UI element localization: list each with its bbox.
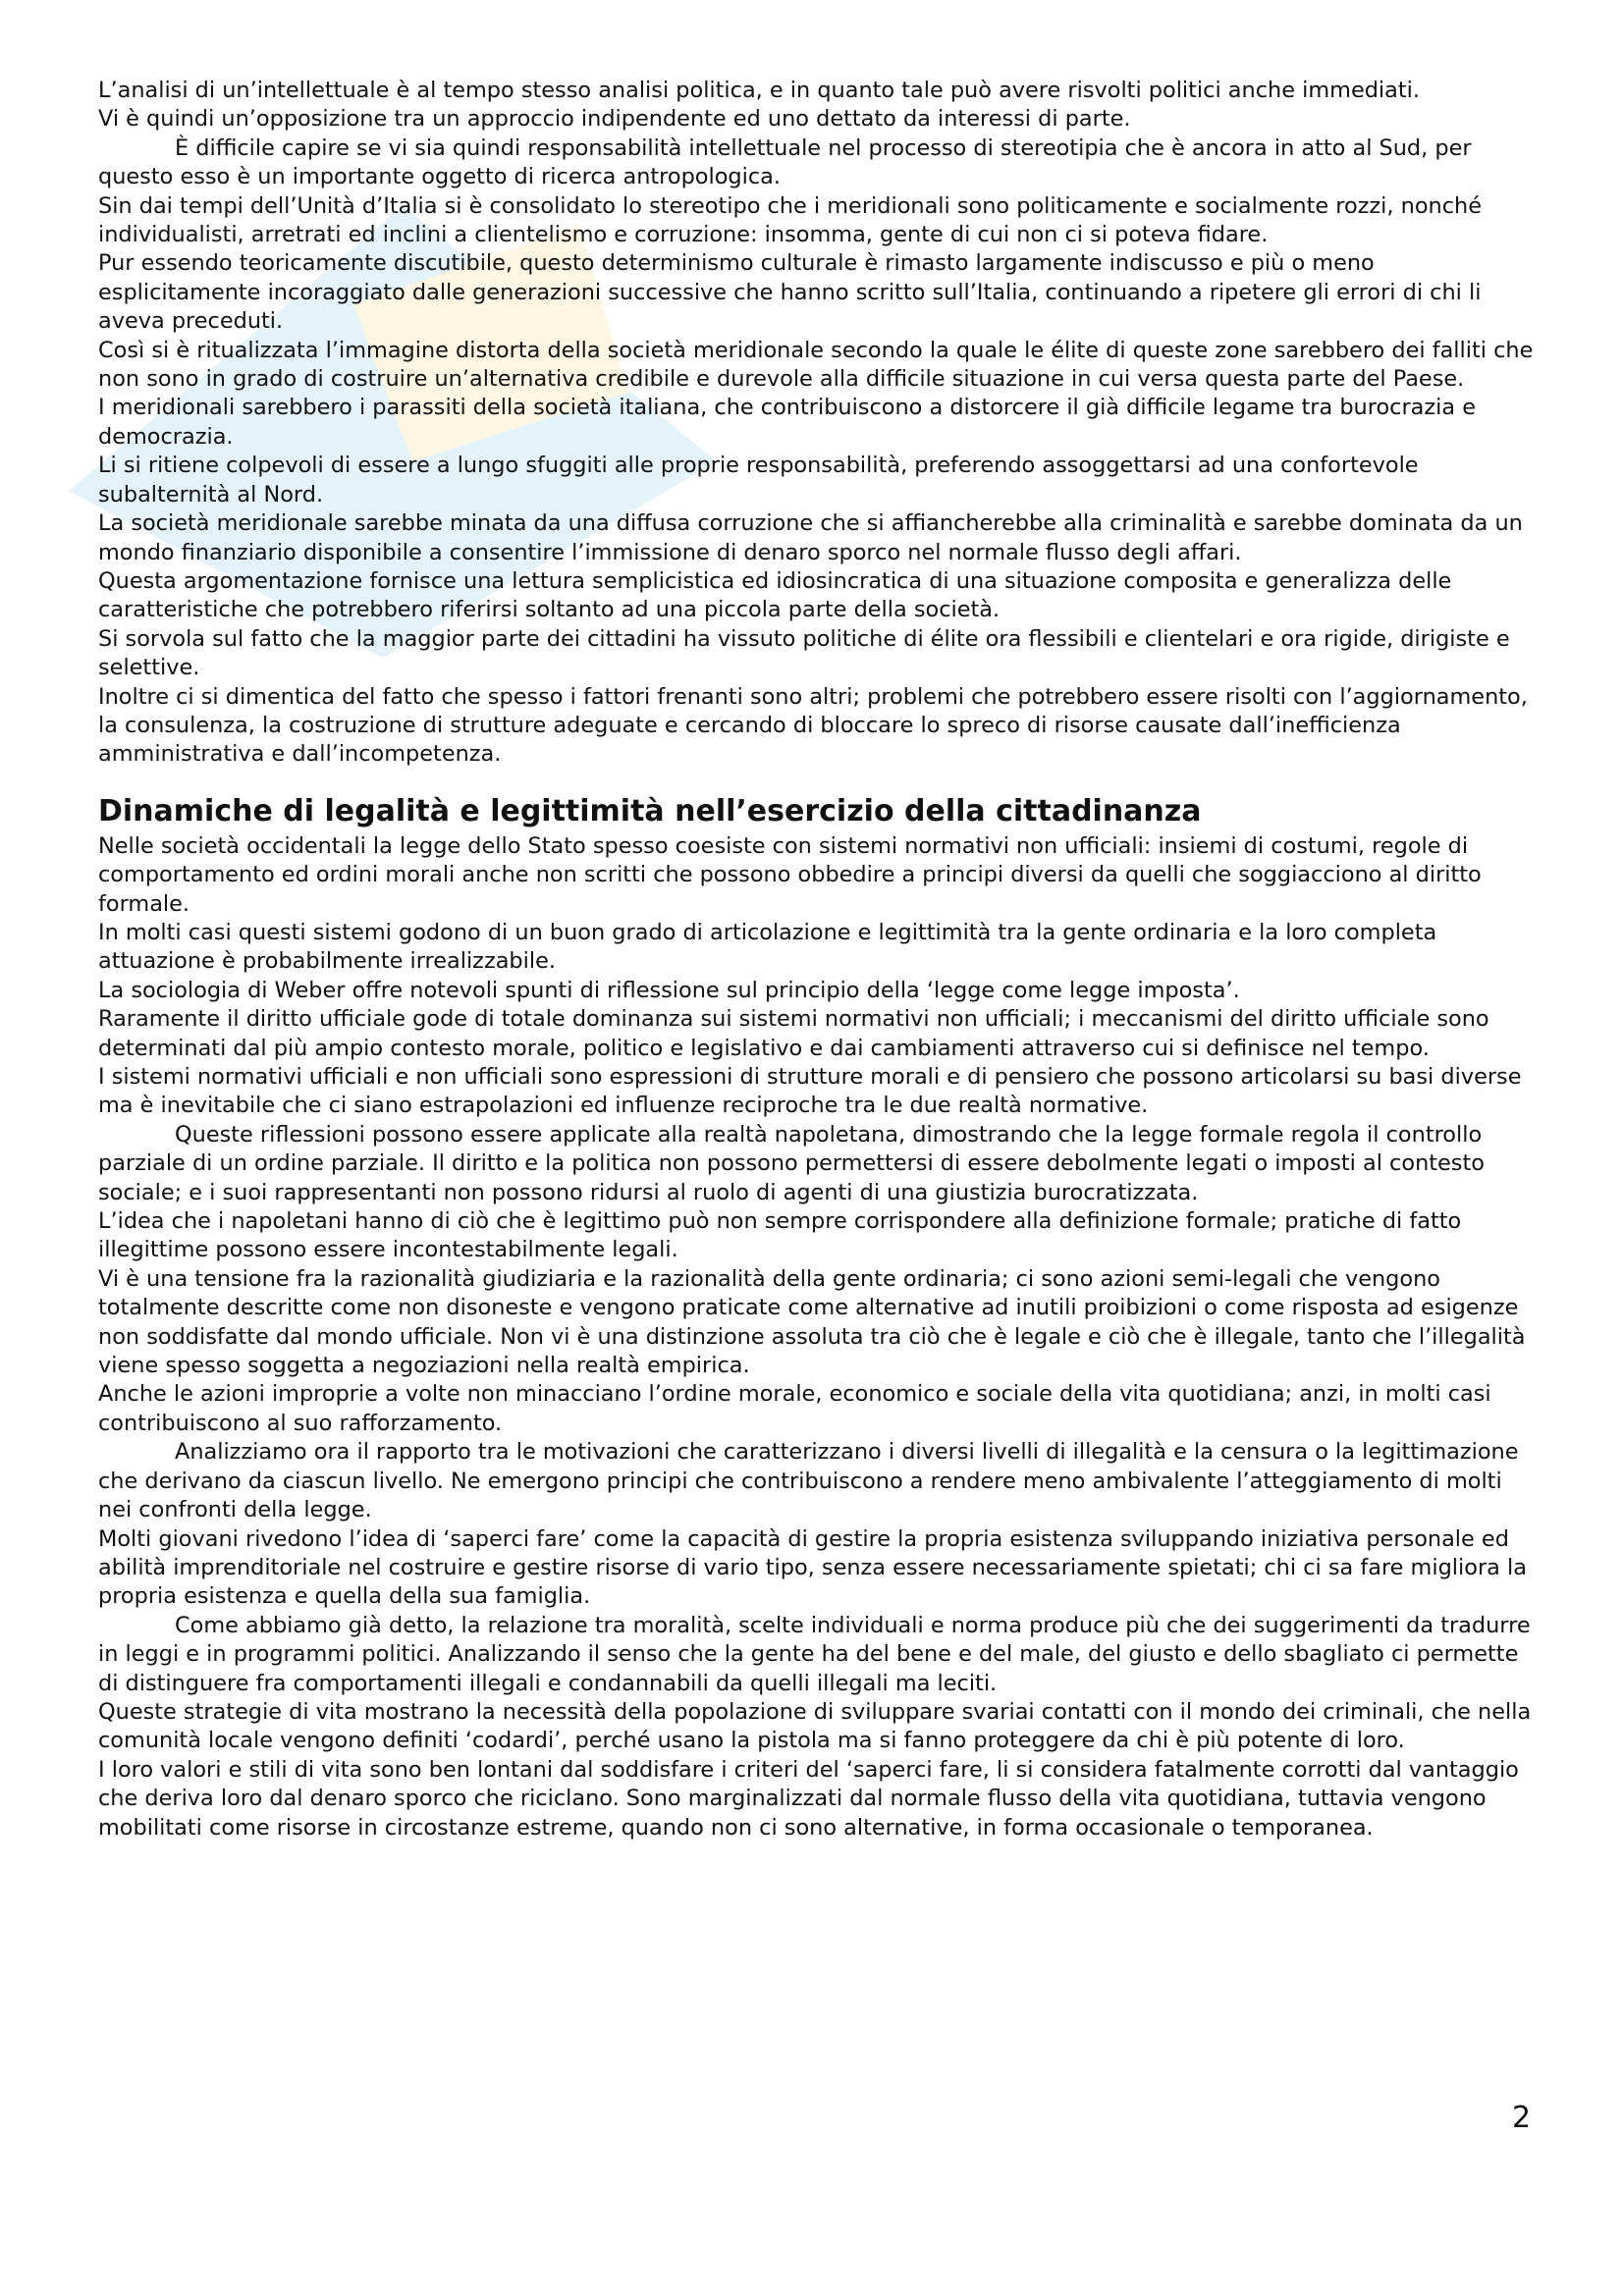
paragraph: Analizziamo ora il rapporto tra le motivazioni che caratterizzano i diversi livelli di illegalità e la censura o la legittimazione che derivano da ciascun livello. Ne emergono principi che contribuiscono a rendere meno ambivalente l’atteggiamento di molti nei confronti della legge. — [98, 1439, 1519, 1523]
paragraph: I loro valori e stili di vita sono ben lontani dal soddisfare i criteri del ‘saperci fare, li si considera fatalmente corrotti dal vantaggio che deriva loro dal denaro sporco che riciclano. Sono marginalizzati dal normale flusso della vita quotidiana, tuttavia vengono mobilitati come risorse in circostanze estreme, quando non ci sono alternative, in forma occasionale o temporanea. — [98, 1756, 1519, 1841]
paragraph: Vi è quindi un’opposizione tra un approccio indipendente ed uno dettato da interessi di parte. — [98, 106, 1131, 133]
paragraph: Queste strategie di vita mostrano la necessità della popolazione di sviluppare svariai contatti con il mondo dei criminali, che nella comunità locale vengono definiti ‘codardi’, perché usano la pistola ma si fanno proteggere da chi è più potente di loro. — [98, 1698, 1532, 1754]
paragraph: Queste riflessioni possono essere applicate alla realtà napoletana, dimostrando che la legge formale regola il controllo parziale di un ordine parziale. Il diritto e la politica non possono permettersi di essere debolmente legati o imposti al contesto sociale; e i suoi rappresentanti non possono ridursi al ruolo di agenti di una giustizia burocratizzata. — [98, 1121, 1485, 1205]
paragraph: La società meridionale sarebbe minata da una diffusa corruzione che si affiancherebbe alla criminalità e sarebbe dominata da un mondo finanziario disponibile a consentire l’immissione di denaro sporco nel normale flusso degli affari. — [98, 510, 1523, 565]
paragraph: Vi è una tensione fra la razionalità giudiziaria e la razionalità della gente ordinaria; ci sono azioni semi-legali che vengono totalmente descritte come non disoneste e vengono praticate come alternative ad inutili proibizioni o come risposta ad esigenze non soddisfatte dal mondo ufficiale. Non vi è una distinzione assoluta tra ciò che è legale e ciò che è illegale, tanto che l’illegalità viene spesso soggetta a negoziazioni nella realtà empirica. — [98, 1265, 1526, 1379]
paragraph: Sin dai tempi dell’Unità d’Italia si è consolidato lo stereotipo che i meridionali sono politicamente e socialmente rozzi, nonché individualisti, arretrati ed inclini a clientelismo e corruzione: insomma, gente di cui non ci si poteva fidare. — [98, 192, 1482, 248]
paragraph: L’idea che i napoletani hanno di ciò che è legittimo può non sempre corrispondere alla definizione formale; pratiche di fatto illegittime possono essere incontestabilmente legali. — [98, 1208, 1462, 1263]
paragraph: Come abbiamo già detto, la relazione tra moralità, scelte individuali e norma produce più che dei suggerimenti da tradurre in leggi e in programmi politici. Analizzando il senso che la gente ha del bene e del male, del giusto e dello sbagliato ci permette di distinguere fra comportamenti illegali e condannabili da quelli illegali ma leciti. — [98, 1612, 1531, 1696]
paragraph: Pur essendo teoricamente discutibile, questo determinismo culturale è rimasto largamente indiscusso e più o meno esplicitamente incoraggiato dalle generazioni successive che hanno scritto sull’Italia, continuando a ripetere gli errori di chi li aveva preceduti. — [98, 250, 1482, 335]
paragraph: Raramente il diritto ufficiale gode di totale dominanza sui sistemi normativi non ufficiali; i meccanismi del diritto ufficiale sono determinati dal più ampio contesto morale, politico e legislativo e dai cambiamenti attraverso cui si definisce nel tempo. — [98, 1006, 1489, 1061]
paragraph: Questa argomentazione fornisce una lettura semplicistica ed idiosincratica di una situazione composita e generalizza delle caratteristiche che potrebbero riferirsi soltanto ad una piccola parte della società. — [98, 567, 1452, 623]
paragraph: È difficile capire se vi sia quindi responsabilità intellettuale nel processo di stereotipia che è ancora in atto al Sud, per questo esso è un importante oggetto di ricerca antropologica. — [98, 134, 1472, 190]
paragraph: Si sorvola sul fatto che la maggior parte dei cittadini ha vissuto politiche di élite ora flessibili e clientelari e ora rigide, dirigiste e selettive. — [98, 625, 1510, 681]
paragraph: Molti giovani rivedono l’idea di ‘saperci fare’ come la capacità di gestire la propria esistenza sviluppando iniziativa personale ed abilità imprenditoriale nel costruire e gestire risorse di vario tipo, senza essere necessariamente spietati; chi ci sa fare migliora la propria esistenza e quella della sua famiglia. — [98, 1525, 1527, 1610]
paragraph: L’analisi di un’intellettuale è al tempo stesso analisi politica, e in quanto tale può avere risvolti politici anche immediati. — [98, 78, 1420, 103]
paragraph: Inoltre ci si dimentica del fatto che spesso i fattori frenanti sono altri; problemi che potrebbero essere risolti con l’aggiornamento, la consulenza, la costruzione di strutture adeguate e cercando di bloccare lo spreco di risorse causate dall’inefficienza amministrativa e dall’incompetenza. — [98, 683, 1528, 768]
paragraph: In molti casi questi sistemi godono di un buon grado di articolazione e legittimità tra la gente ordinaria e la loro completa attuazione è probabilmente irrealizzabile. — [98, 919, 1437, 975]
legality-section — [98, 832, 1537, 1842]
paragraph: I sistemi normativi ufficiali e non ufficiali sono espressioni di strutture morali e di pensiero che possono articolarsi su basi diverse ma è inevitabile che ci siano estrapolazioni ed influenze reciproche tra le due realtà normative. — [98, 1064, 1522, 1119]
paragraph: Nelle società occidentali la legge dello Stato spesso coesiste con sistemi normativi non ufficiali: insiemi di costumi, regole di comportamento ed ordini morali anche non scritti che possono obbedire a principi diversi da quelli che soggiacciono al diritto formale. — [98, 832, 1482, 917]
intro-section — [98, 77, 1537, 770]
paragraph: I meridionali sarebbero i parassiti della società italiana, che contribuiscono a distorcere il già difficile legame tra burocrazia e democrazia. — [98, 395, 1476, 450]
paragraph: Li si ritiene colpevoli di essere a lungo sfuggiti alle proprie responsabilità, preferendo assoggettarsi ad una confortevole subalternità al Nord. — [98, 453, 1419, 507]
paragraph: Anche le azioni improprie a volte non minacciano l’ordine morale, economico e sociale della vita quotidiana; anzi, in molti casi contribuiscono al suo rafforzamento. — [98, 1381, 1491, 1436]
document-page — [98, 77, 1537, 1842]
page-number: 2 — [1512, 2101, 1532, 2135]
paragraph: Così si è ritualizzata l’immagine distorta della società meridionale secondo la quale le élite di queste zone sarebbero dei falliti che non sono in grado di costruire un’alternativa credibile e durevole alla difficile situazione in cui versa questa parte del Paese. — [98, 337, 1534, 393]
paragraph: La sociologia di Weber offre notevoli spunti di riflessione sul principio della ‘legge come legge imposta’. — [98, 977, 1240, 1003]
section-heading: Dinamiche di legalità e legittimità nell’esercizio della cittadinanza — [98, 793, 1202, 828]
